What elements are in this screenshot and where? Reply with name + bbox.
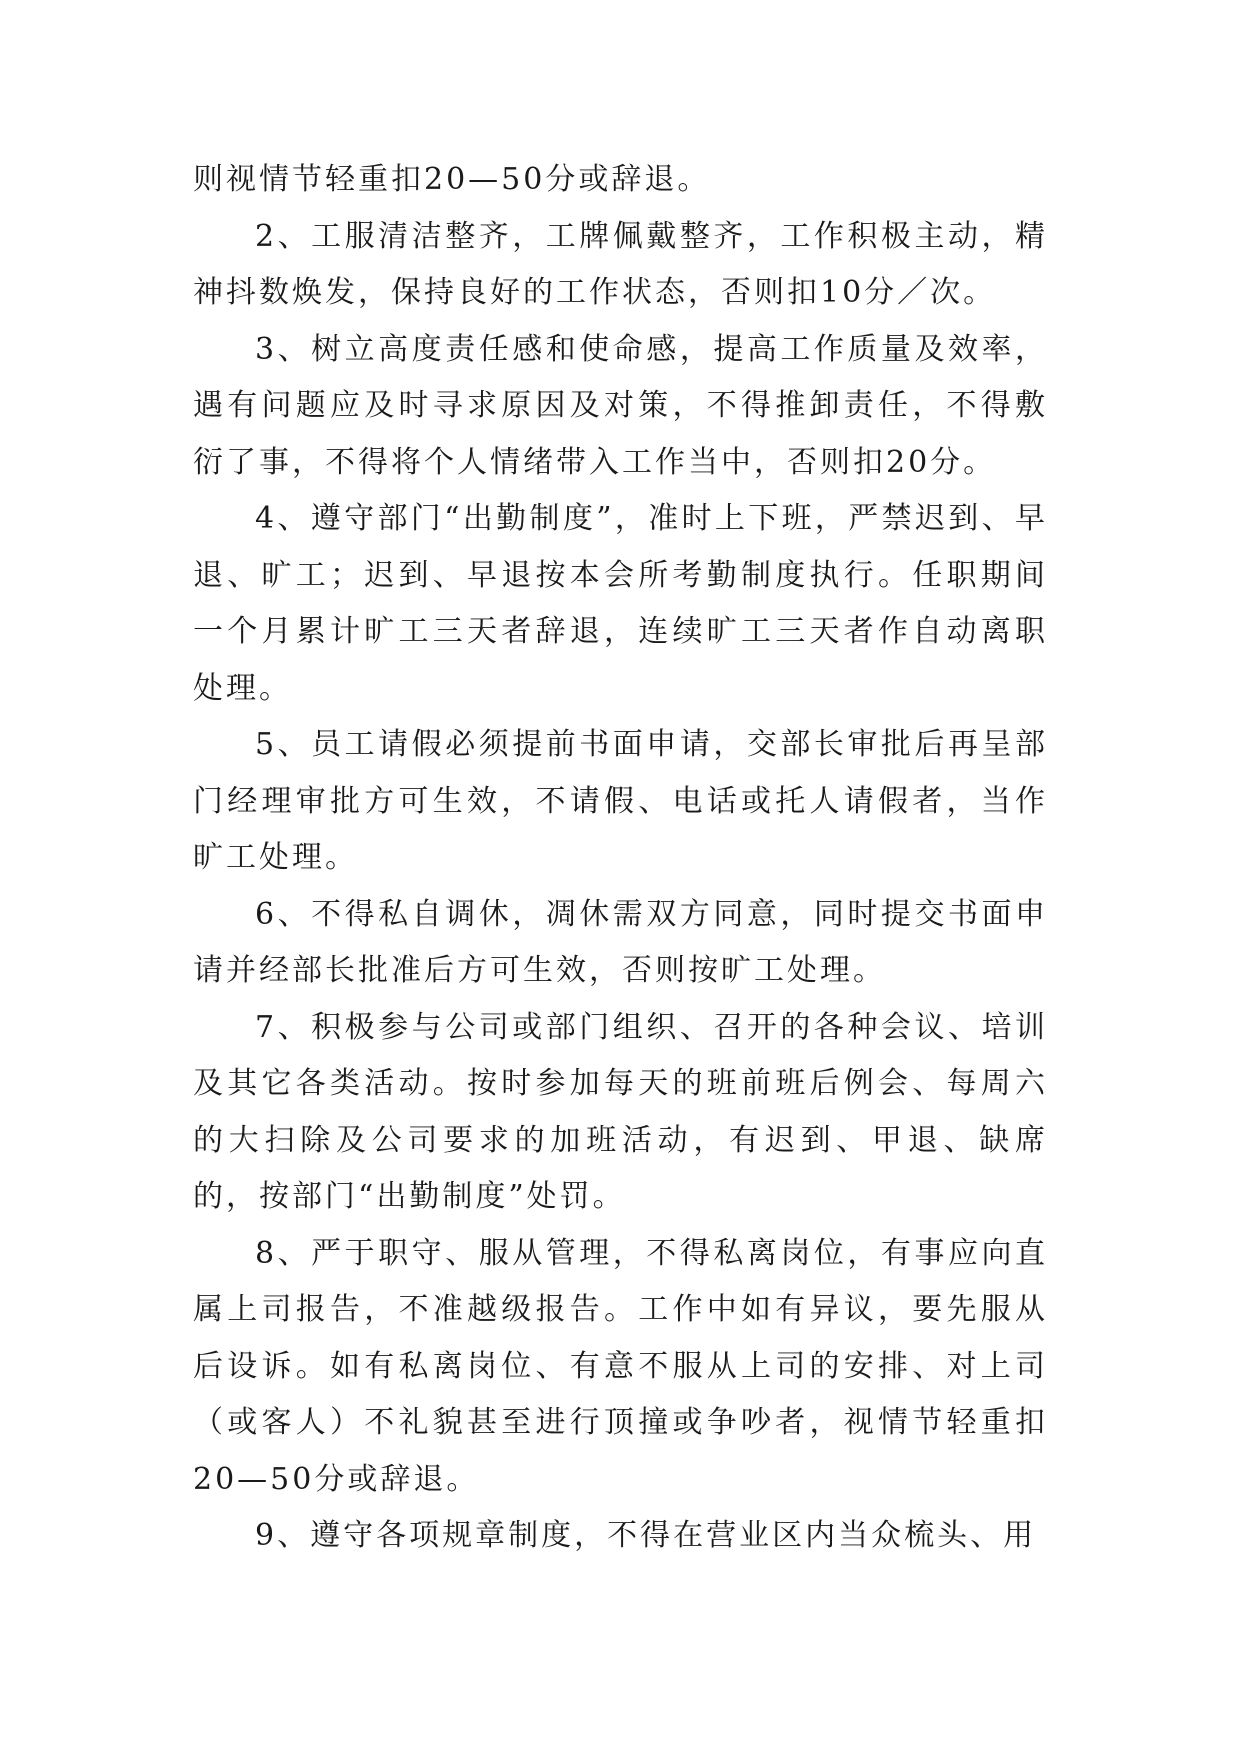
- paragraph-7: 7、积极参与公司或部门组织、召开的各种会议、培训及其它各类活动。按时参加每天的班前班后例会、每周六的大扫除及公司要求的加班活动，有迟到、甲退、缺席的，按部门“出勤制度”处罚。: [193, 1009, 1048, 1214]
- paragraph-8: 8、严于职守、服从管理，不得私离岗位，有事应向直属上司报告，不准越级报告。工作中如有异议，要先服从后设诉。如有私离岗位、有意不服从上司的安排、对上司（或客人）不礼貌甚至进行顶撞或争吵者，视情节轻重扣20—50分或辞退。: [193, 1235, 1048, 1497]
- paragraph-2: 2、工服清洁整齐，工牌佩戴整齐，工作积极主动，精神抖数焕发，保持良好的工作状态，否则扣10分／次。: [193, 218, 1048, 310]
- paragraph-3: 3、树立高度责任感和使命感，提高工作质量及效率，遇有问题应及时寻求原因及对策，不得推卸责任，不得敷衍了事，不得将个人情绪带入工作当中，否则扣20分。: [193, 331, 1048, 480]
- paragraph-4: 4、遵守部门“出勤制度”，准时上下班，严禁迟到、早退、旷工；迟到、早退按本会所考勤制度执行。任职期间一个月累计旷工三天者辞退，连续旷工三天者作自动离职处理。: [193, 501, 1048, 706]
- paragraph-9: 9、遵守各项规章制度，不得在营业区内当众梳头、用: [255, 1518, 1037, 1553]
- paragraph-5: 5、员工请假必须提前书面申请，交部长审批后再呈部门经理审批方可生效，不请假、电话或托人请假者，当作旷工处理。: [193, 727, 1048, 875]
- paragraph-6: 6、不得私自调休，凋休需双方同意，同时提交书面申请并经部长批准后方可生效，否则按旷工处理。: [193, 896, 1048, 988]
- paragraph-1: 则视情节轻重扣20—50分或辞退。: [193, 162, 711, 197]
- document-body: [193, 152, 1048, 1565]
